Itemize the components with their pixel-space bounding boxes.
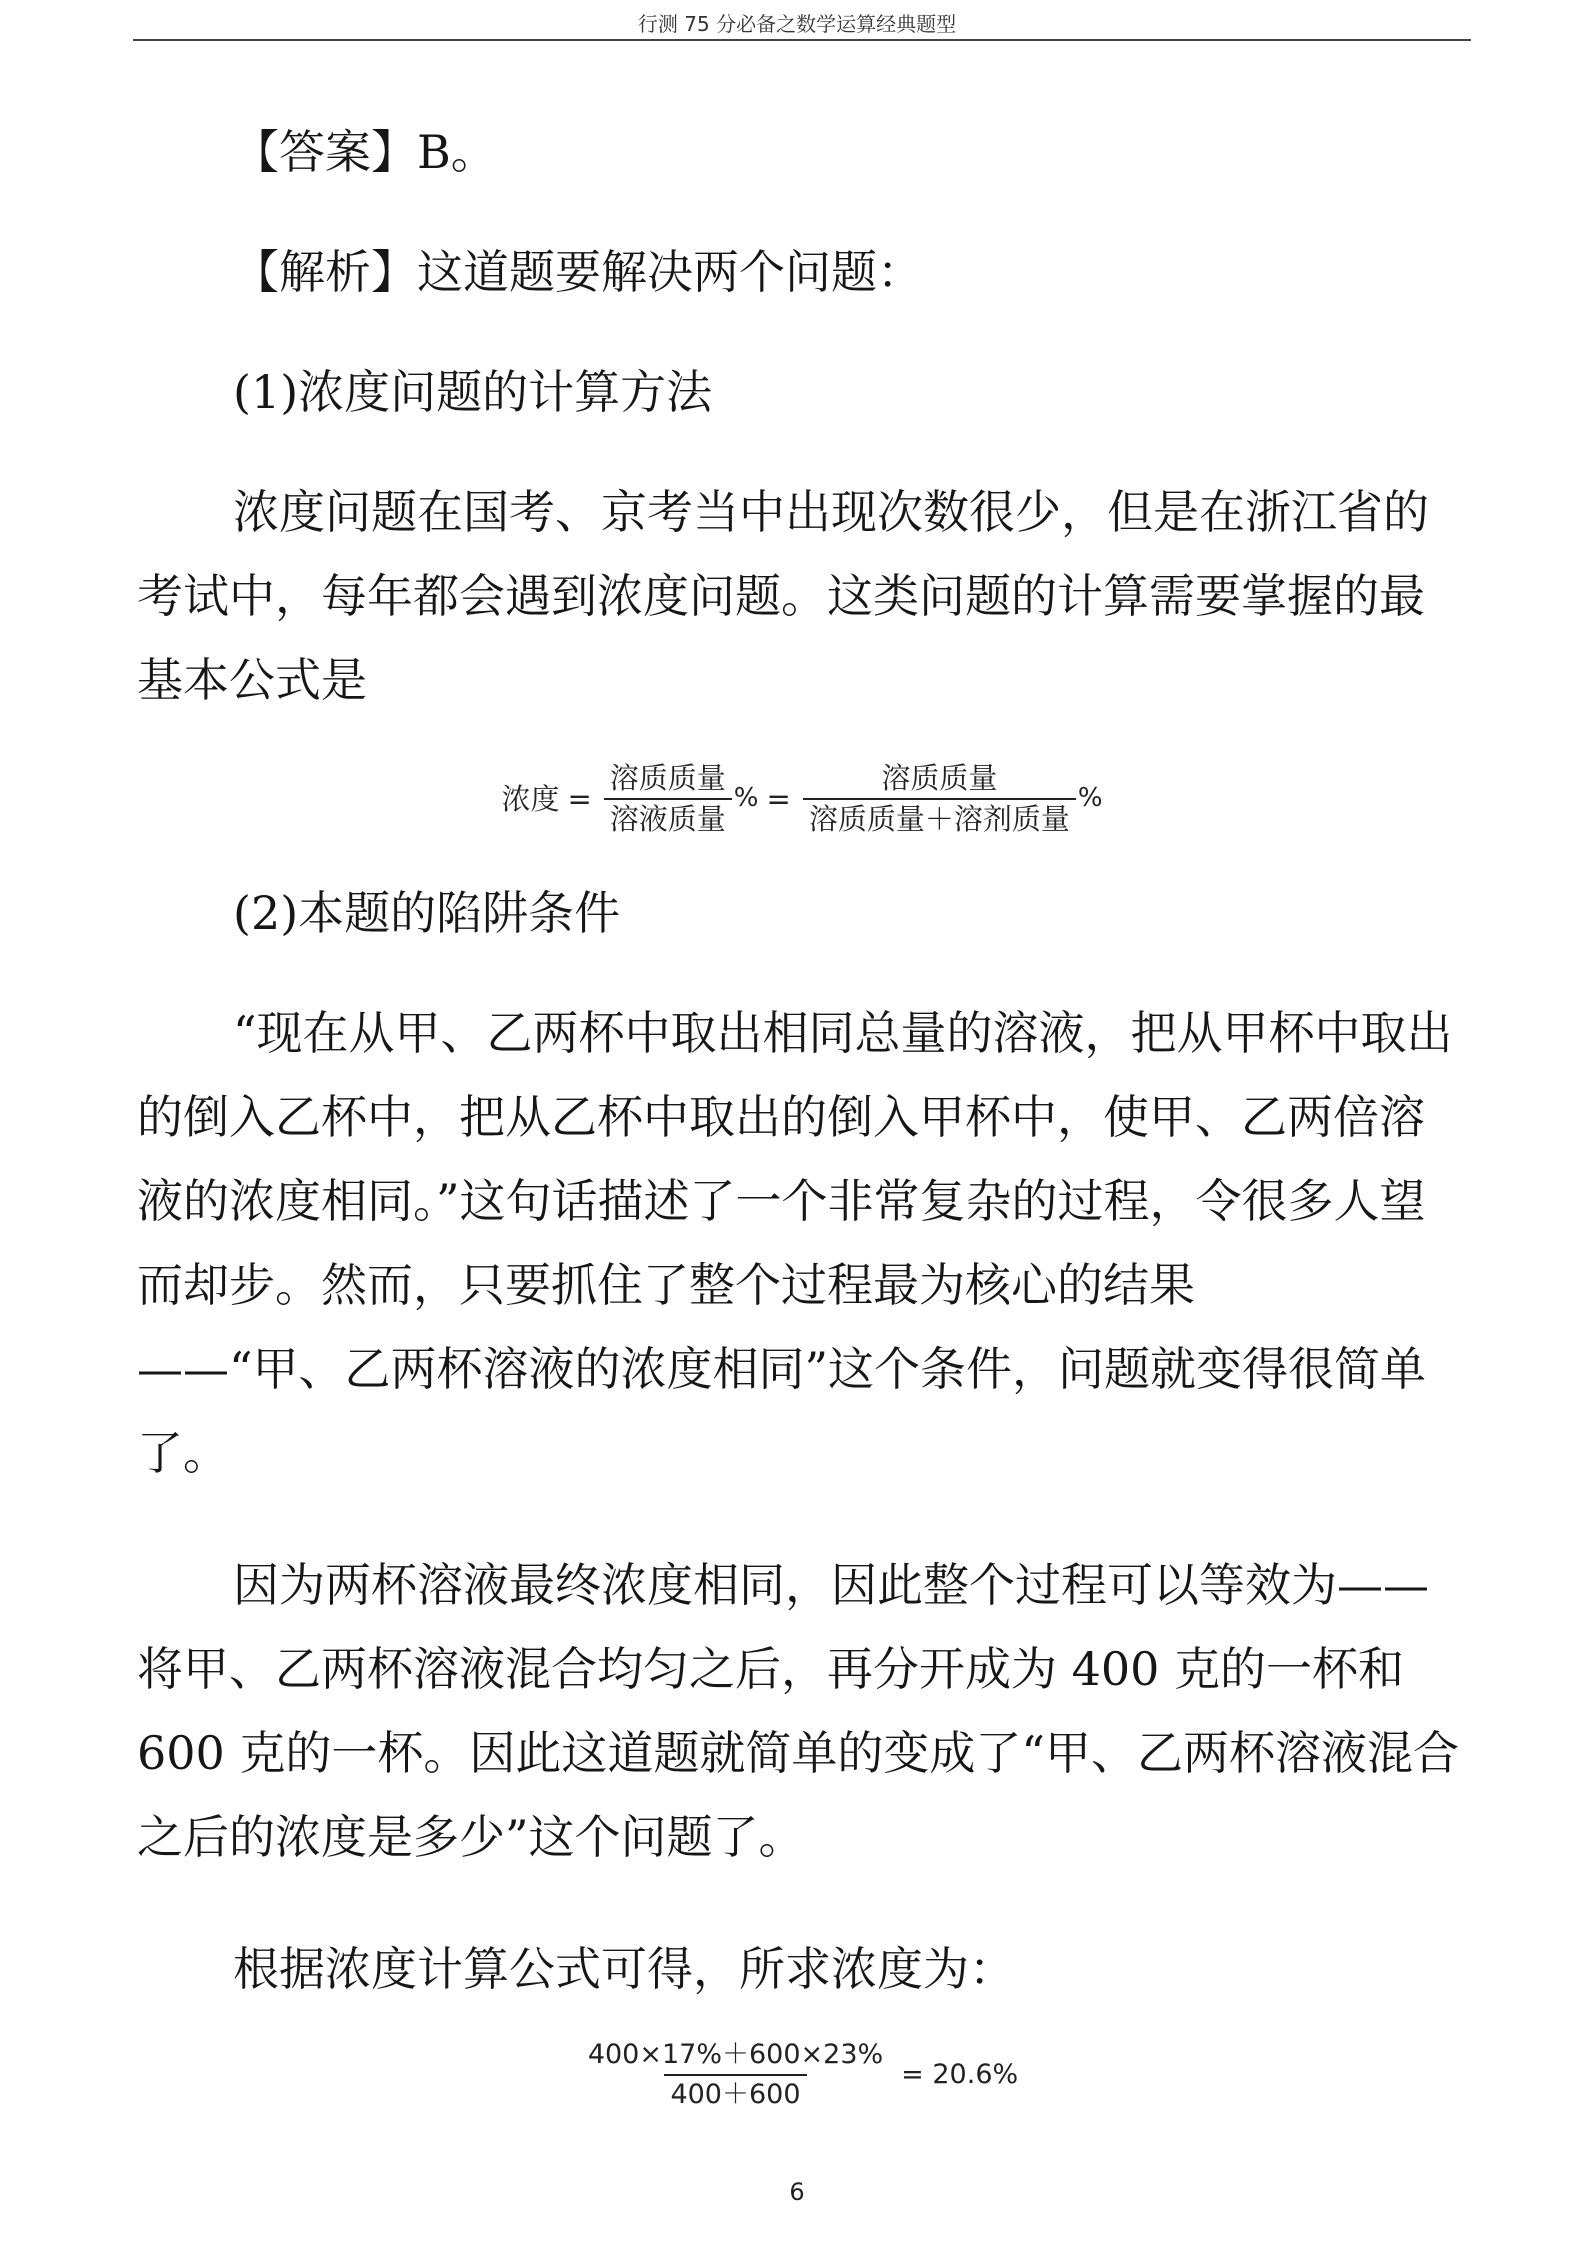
formula-lhs: 浓度 [501,781,560,816]
section2-paragraph-1: “现在从甲、乙两杯中取出相同总量的溶液，把从甲杯中取出的倒入乙杯中，把从乙杯中取出的倒入甲杯中，使甲、乙两倍溶液的浓度相同。”这句话描述了一个非常复杂的过程，令很多人望而却步。然而，只要抓住了整个过程最为核心的结果 [137,1005,1453,1312]
formula-fraction-1 [604,762,732,837]
section2-paragraph-3: 因为两杯溶液最终浓度相同，因此整个过程可以等效为——将甲、乙两杯溶液混合均匀之后，再分开成为 400 克的一杯和 600 克的一杯。因此这道题就简单的变成了“甲、乙两杯溶液混合之后的浓度是多少”这个问题了。 [137,1557,1459,1864]
concentration-formula [137,762,1467,837]
fraction-1-denominator: 溶液质量 [604,798,732,836]
result-formula [137,2039,1467,2112]
formula-fraction-2 [803,762,1076,837]
result-fraction [582,2039,889,2112]
answer-line: 【答案】B。 [233,125,497,179]
fraction-2-numerator: 溶质质量 [881,761,998,795]
section1-body: 浓度问题在国考、京考当中出现次数很少，但是在浙江省的考试中，每年都会遇到浓度问题。这类问题的计算需要掌握的最基本公式是 [137,485,1429,707]
page-number: 6 [789,2178,805,2206]
document-body [137,110,1467,2111]
section1-title: (1)浓度问题的计算方法 [233,365,713,419]
formula-equals-1: = [567,781,592,816]
section2-paragraph-2: ——“甲、乙两杯溶液的浓度相同”这个条件，问题就变得很简单了。 [137,1341,1427,1480]
formula-percent-2: % [1077,783,1103,814]
formula-percent-1: % [733,783,759,814]
result-denominator: 400＋600 [664,2074,806,2111]
fraction-2-denominator: 溶质质量＋溶剂质量 [803,798,1076,836]
formula-equals-2: = [766,781,791,816]
result-value: = 20.6% [901,2058,1019,2090]
result-numerator: 400×17%＋600×23% [587,2038,884,2070]
header-divider [133,39,1471,41]
analysis-intro: 【解析】这道题要解决两个问题： [233,245,923,299]
page-header-title: 行测 75 分必备之数学运算经典题型 [637,12,957,36]
fraction-1-numerator: 溶质质量 [609,761,726,795]
section2-title: (2)本题的陷阱条件 [233,885,621,940]
section2-paragraph-4: 根据浓度计算公式可得，所求浓度为： [233,1941,1015,1996]
